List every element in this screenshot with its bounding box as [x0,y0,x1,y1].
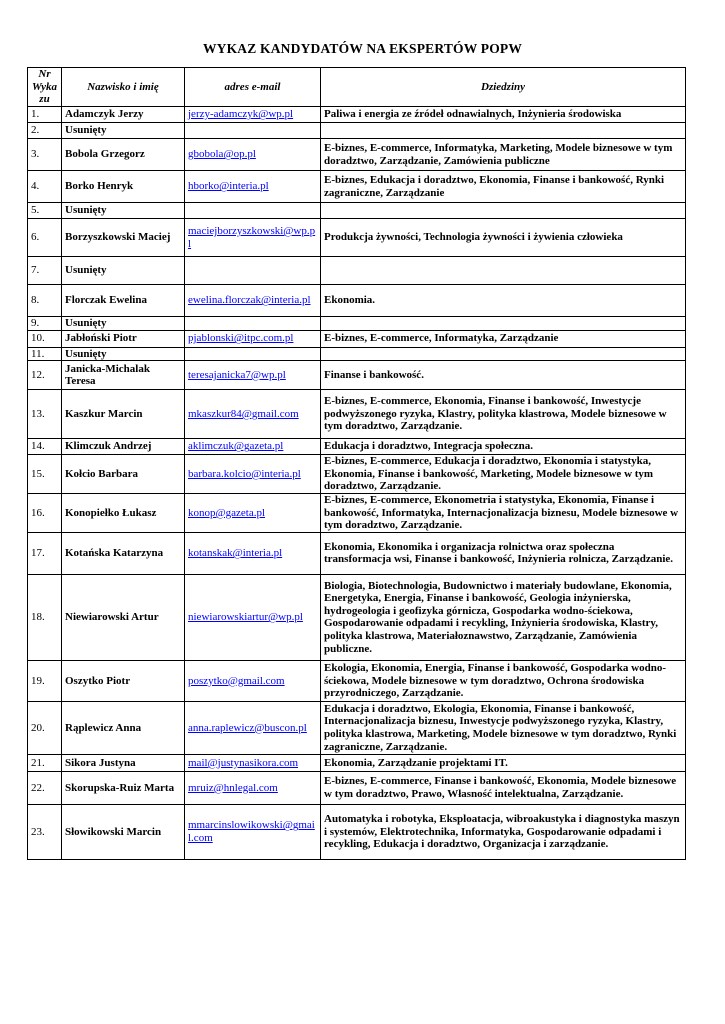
email-link[interactable]: niewiarowskiartur@wp.pl [185,574,321,660]
row-number: 9. [28,317,62,331]
candidate-name: Sikora Justyna [62,754,185,771]
email-link[interactable]: mail@justynasikora.com [185,754,321,771]
email-link[interactable]: kotanskak@interia.pl [185,532,321,574]
candidate-name: Florczak Ewelina [62,285,185,317]
table-row [28,804,686,859]
table-row [28,317,686,331]
table-row [28,574,686,660]
candidate-name: Usunięty [62,257,185,285]
header-email: adres e-mail [185,68,321,107]
table-row [28,107,686,123]
row-number: 2. [28,123,62,139]
row-number: 14. [28,439,62,455]
candidate-name: Oszytko Piotr [62,660,185,701]
row-number: 8. [28,285,62,317]
candidate-name: Bobola Grzegorz [62,139,185,171]
table-row [28,493,686,532]
email-link[interactable] [185,203,321,219]
domains-cell [321,347,686,361]
page-title: WYKAZ KANDYDATÓW NA EKSPERTÓW POPW [202,41,523,56]
row-number: 19. [28,660,62,701]
domains-cell [321,257,686,285]
row-number: 22. [28,771,62,804]
candidate-name: Niewiarowski Artur [62,574,185,660]
email-link[interactable]: jerzy-adamczyk@wp.pl [185,107,321,123]
email-link[interactable]: pjablonski@itpc.com.pl [185,330,321,347]
header-domains: Dziedziny [321,68,686,107]
row-number: 11. [28,347,62,361]
row-number: 20. [28,701,62,754]
domains-cell: Edukacja i doradztwo, Integracja społeczna. [321,439,686,455]
candidate-name: Borzyszkowski Maciej [62,219,185,257]
domains-cell: Ekonomia, Zarządzanie projektami IT. [321,754,686,771]
candidate-name: Usunięty [62,317,185,331]
email-link[interactable]: maciejborzyszkowski@wp.pl [185,219,321,257]
domains-cell: E-biznes, E-commerce, Ekonometria i statystyka, Ekonomia, Finanse i bankowość, Informatyka, Internacjonalizacja biznesu, Modele biznesowe w tym doradztwo, Zarządzanie. [321,493,686,532]
email-link[interactable]: barbara.kolcio@interia.pl [185,455,321,494]
table-body [28,107,686,860]
domains-cell [321,123,686,139]
domains-cell: E-biznes, Edukacja i doradztwo, Ekonomia, Finanse i bankowość, Rynki zagraniczne, Zarządzanie [321,171,686,203]
row-number: 10. [28,330,62,347]
candidate-name: Konopiełko Łukasz [62,493,185,532]
row-number: 4. [28,171,62,203]
domains-cell: E-biznes, E-commerce, Ekonomia, Finanse i bankowość, Inwestycje podwyższonego ryzyka, Klastry, polityka klastrowa, Modele biznesowe w tym doradztwo, Zarządzanie. [321,390,686,439]
domains-cell: Finanse i bankowość. [321,361,686,390]
table-row [28,330,686,347]
table-row [28,361,686,390]
candidate-name: Borko Henryk [62,171,185,203]
candidate-name: Usunięty [62,123,185,139]
email-link[interactable] [185,317,321,331]
table-row [28,285,686,317]
row-number: 18. [28,574,62,660]
candidate-name: Usunięty [62,203,185,219]
candidate-name: Słowikowski Marcin [62,804,185,859]
table-row [28,439,686,455]
email-link[interactable]: ewelina.florczak@interia.pl [185,285,321,317]
candidate-name: Skorupska-Ruiz Marta [62,771,185,804]
table-row [28,203,686,219]
table-row [28,139,686,171]
row-number: 6. [28,219,62,257]
candidate-name: Kołcio Barbara [62,455,185,494]
email-link[interactable] [185,123,321,139]
candidate-name: Rąplewicz Anna [62,701,185,754]
table-row [28,754,686,771]
candidate-name: Jabłoński Piotr [62,330,185,347]
domains-cell [321,317,686,331]
email-link[interactable]: poszytko@gmail.com [185,660,321,701]
row-number: 12. [28,361,62,390]
row-number: 21. [28,754,62,771]
domains-cell: Produkcja żywności, Technologia żywności i żywienia człowieka [321,219,686,257]
email-link[interactable] [185,257,321,285]
domains-cell: Automatyka i robotyka, Eksploatacja, wibroakustyka i diagnostyka maszyn i systemów, Elektrotechnika, Informatyka, Gospodarowanie odpadami i recykling, Edukacja i doradztwo, Organizacja i zarządzanie. [321,804,686,859]
email-link[interactable]: gbobola@op.pl [185,139,321,171]
email-link[interactable]: mmarcinslowikowski@gmail.com [185,804,321,859]
row-number: 17. [28,532,62,574]
table-row [28,771,686,804]
row-number: 5. [28,203,62,219]
candidate-name: Kotańska Katarzyna [62,532,185,574]
row-number: 15. [28,455,62,494]
email-link[interactable]: mruiz@hnlegal.com [185,771,321,804]
row-number: 7. [28,257,62,285]
email-link[interactable]: teresajanicka7@wp.pl [185,361,321,390]
email-link[interactable]: hborko@interia.pl [185,171,321,203]
header-name: Nazwisko i imię [62,68,185,107]
domains-cell: Edukacja i doradztwo, Ekologia, Ekonomia, Finanse i bankowość, Internacjonalizacja biznesu, Inwestycje podwyższonego ryzyka, Klastry, polityka klastrowa, Marketing, Modele biznesowe w tym doradztwo, Rynki zagraniczne, Zarządzanie. [321,701,686,754]
domains-cell: E-biznes, E-commerce, Informatyka, Marketing, Modele biznesowe w tym doradztwo, Zarządzanie, Zamówienia publiczne [321,139,686,171]
domains-cell: Ekonomia, Ekonomika i organizacja rolnictwa oraz społeczna transformacja wsi, Finanse i bankowość, Inżynieria rolnicza, Zarządzanie. [321,532,686,574]
header-nr: Nr Wyka zu [28,68,62,107]
table-row [28,532,686,574]
domains-cell: Ekologia, Ekonomia, Energia, Finanse i bankowość, Gospodarka wodno-ściekowa, Modele biznesowe w tym doradztwo, Ochrona środowiska przyrodniczego, Zarządzanie. [321,660,686,701]
table-header-row [28,68,686,107]
table-row [28,171,686,203]
row-number: 16. [28,493,62,532]
row-number: 1. [28,107,62,123]
table-row [28,123,686,139]
row-number: 3. [28,139,62,171]
domains-cell: E-biznes, E-commerce, Edukacja i doradztwo, Ekonomia i statystyka, Ekonomia, Finanse i bankowość, Marketing, Modele biznesowe w tym doradztwo, Zarządzanie. [321,455,686,494]
domains-cell: Ekonomia. [321,285,686,317]
email-link[interactable]: aklimczuk@gazeta.pl [185,439,321,455]
email-link[interactable]: konop@gazeta.pl [185,493,321,532]
table-row [28,219,686,257]
email-link[interactable]: anna.raplewicz@buscon.pl [185,701,321,754]
domains-cell: Biologia, Biotechnologia, Budownictwo i materiały budowlane, Ekonomia, Energetyka, Energia, Finanse i bankowość, Geologia inżynierska, hydrogeologia i geofizyka górnicza, Gospodarka wodno-ściekowa, Gospodarowanie odpadami i recykling, Inżynieria środowiska, Klastry, polityka klastrowa, Materiałoznawstwo, Zarządzanie, Zamówienia publiczne. [321,574,686,660]
candidates-table [27,67,686,860]
table-row [28,347,686,361]
candidate-name: Klimczuk Andrzej [62,439,185,455]
domains-cell [321,203,686,219]
domains-cell: Paliwa i energia ze źródeł odnawialnych, Inżynieria środowiska [321,107,686,123]
table-row [28,257,686,285]
candidate-name: Adamczyk Jerzy [62,107,185,123]
row-number: 13. [28,390,62,439]
domains-cell: E-biznes, E-commerce, Informatyka, Zarządzanie [321,330,686,347]
table-row [28,660,686,701]
email-link[interactable]: mkaszkur84@gmail.com [185,390,321,439]
candidate-name: Kaszkur Marcin [62,390,185,439]
domains-cell: E-biznes, E-commerce, Finanse i bankowość, Ekonomia, Modele biznesowe w tym doradztwo, Prawo, Własność intelektualna, Zarządzanie. [321,771,686,804]
email-link[interactable] [185,347,321,361]
table-row [28,701,686,754]
candidate-name: Usunięty [62,347,185,361]
table-row [28,390,686,439]
candidate-name: Janicka-Michalak Teresa [62,361,185,390]
row-number: 23. [28,804,62,859]
table-row [28,455,686,494]
